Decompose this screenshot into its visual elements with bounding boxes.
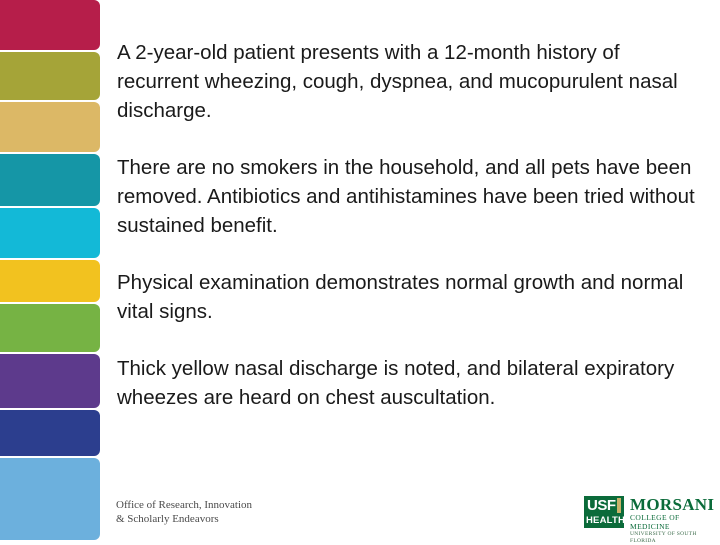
slide-body: [117, 38, 697, 440]
navy-stripe: [0, 410, 100, 456]
household-treatment-paragraph: There are no smokers in the household, and all pets have been removed. Antibiotics and antihistamines have been tried without sustained benefit.: [117, 156, 695, 237]
office-line-1: Office of Research, Innovation: [116, 499, 253, 511]
usf-health-logo: [584, 496, 624, 528]
crimson-stripe: [0, 0, 100, 50]
usf-health-morsani-logo: [584, 495, 715, 544]
university-name: UNIVERSITY OF SOUTH FLORIDA: [630, 531, 697, 544]
physical-exam-paragraph: Physical examination demonstrates normal growth and normal vital signs.: [117, 271, 684, 323]
findings-paragraph: Thick yellow nasal discharge is noted, and bilateral expiratory wheezes are heard on chest auscultation.: [117, 357, 675, 409]
case-history-paragraph: A 2-year-old patient presents with a 12-month history of recurrent wheezing, cough, dyspnea, and mucopurulent nasal discharge.: [117, 41, 678, 122]
cyan-stripe: [0, 208, 100, 258]
usf-logo-text: USF: [587, 497, 616, 514]
yellow-stripe: [0, 260, 100, 302]
logo-gold-bar: [617, 498, 621, 513]
purple-stripe: [0, 354, 100, 408]
morsani-wordmark: [630, 496, 714, 545]
green-stripe: [0, 304, 100, 352]
light-blue-stripe: [0, 458, 100, 540]
office-line-2: & Scholarly Endeavors: [116, 513, 219, 525]
health-logo-text: HEALTH: [586, 515, 626, 526]
decorative-stripe-bar: [0, 0, 100, 540]
morsani-name: MORSANI: [630, 495, 715, 514]
tan-stripe: [0, 102, 100, 152]
olive-stripe: [0, 52, 100, 100]
office-footer: [116, 498, 252, 526]
teal-stripe: [0, 154, 100, 206]
college-name: COLLEGE OF MEDICINE: [630, 513, 680, 531]
